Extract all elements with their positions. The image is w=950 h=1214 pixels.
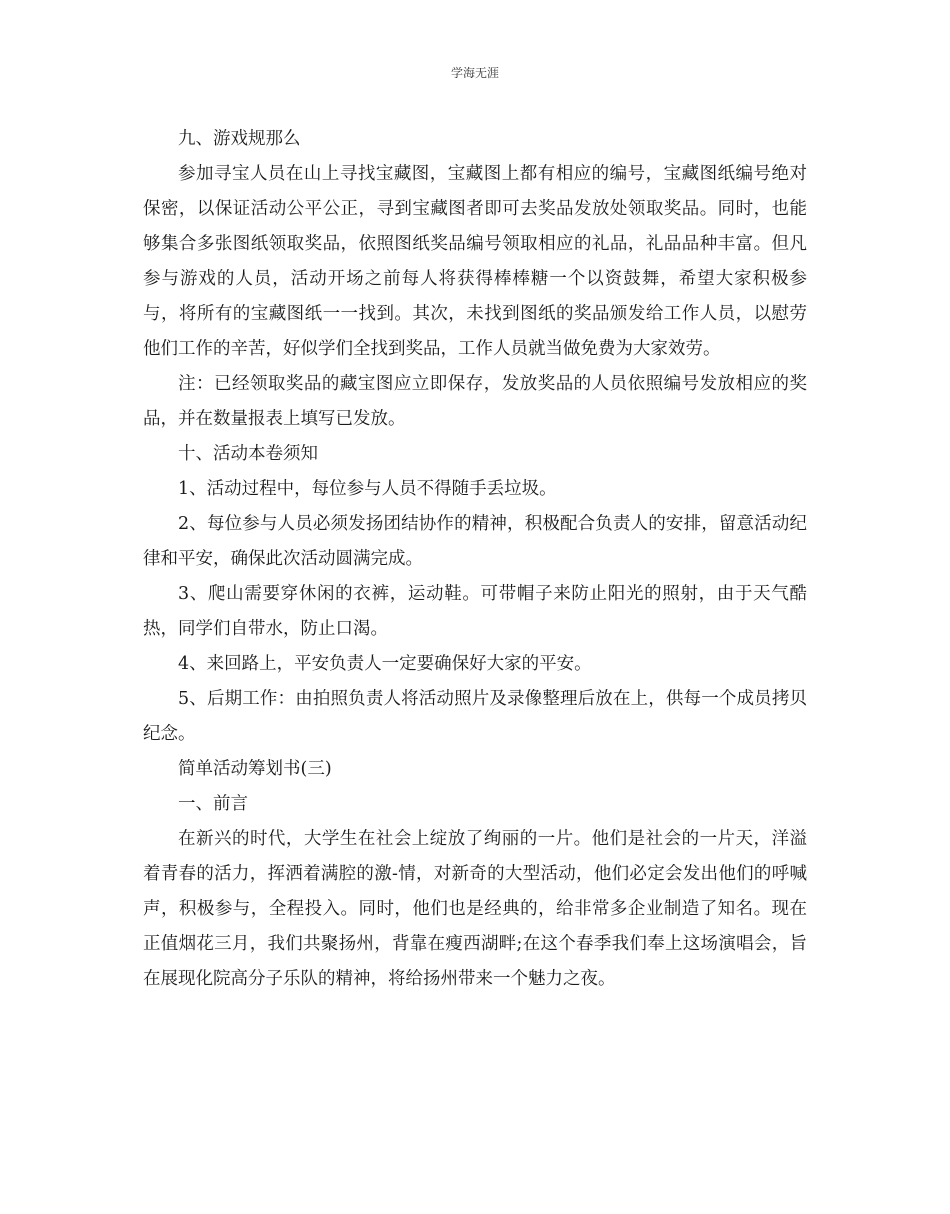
paragraph-game-rules: 参加寻宝人员在山上寻找宝藏图，宝藏图上都有相应的编号，宝藏图纸编号绝对保密，以保证活动公平公正，寻到宝藏图者即可去奖品发放处领取奖品。同时，也能够集合多张图纸领取奖品，依照图纸奖品编号领取相应的礼品，礼品品种丰富。但凡参与游戏的人员，活动开场之前每人将获得棒棒糖一个以资鼓舞，希望大家积极参与，将所有的宝藏图纸一一找到。其次，未找到图纸的奖品颁发给工作人员，以慰劳他们工作的辛苦，好似学们全找到奖品，工作人员就当做免费为大家效劳。 — [143, 164, 807, 359]
notice-item-1: 1、活动过程中，每位参与人员不得随手丢垃圾。 — [178, 479, 557, 499]
section-heading-notices: 十、活动本卷须知 — [178, 444, 318, 464]
document-body — [143, 122, 807, 997]
paragraph-note: 注：已经领取奖品的藏宝图应立即保存，发放奖品的人员依照编号发放相应的奖品，并在数量报表上填写已发放。 — [143, 374, 807, 429]
notice-item-2: 2、每位参与人员必须发扬团结协作的精神，积极配合负责人的安排，留意活动纪律和平安，确保此次活动圆满完成。 — [143, 514, 807, 569]
notice-item-5: 5、后期工作：由拍照负责人将活动照片及录像整理后放在上，供每一个成员拷贝纪念。 — [143, 689, 807, 744]
section-heading-game-rules: 九、游戏规那么 — [178, 129, 301, 149]
notice-item-4: 4、来回路上，平安负责人一定要确保好大家的平安。 — [178, 654, 592, 674]
paragraph-preface: 在新兴的时代，大学生在社会上绽放了绚丽的一片。他们是社会的一片天，洋溢着青春的活力，挥洒着满腔的激-情，对新奇的大型活动，他们必定会发出他们的呼喊声，积极参与，全程投入。同时，他们也是经典的，给非常多企业制造了知名。现在正值烟花三月，我们共聚扬州，背靠在瘦西湖畔;在这个春季我们奉上这场演唱会，旨在展现化院高分子乐队的精神，将给扬州带来一个魅力之夜。 — [143, 829, 807, 989]
section-heading-preface: 一、前言 — [178, 794, 248, 814]
notice-item-3: 3、爬山需要穿休闲的衣裤，运动鞋。可带帽子来防止阳光的照射，由于天气酷热，同学们自带水，防止口渴。 — [143, 584, 807, 639]
document-title-part-three: 简单活动筹划书(三) — [178, 759, 332, 779]
page-header: 学海无涯 — [450, 66, 499, 80]
